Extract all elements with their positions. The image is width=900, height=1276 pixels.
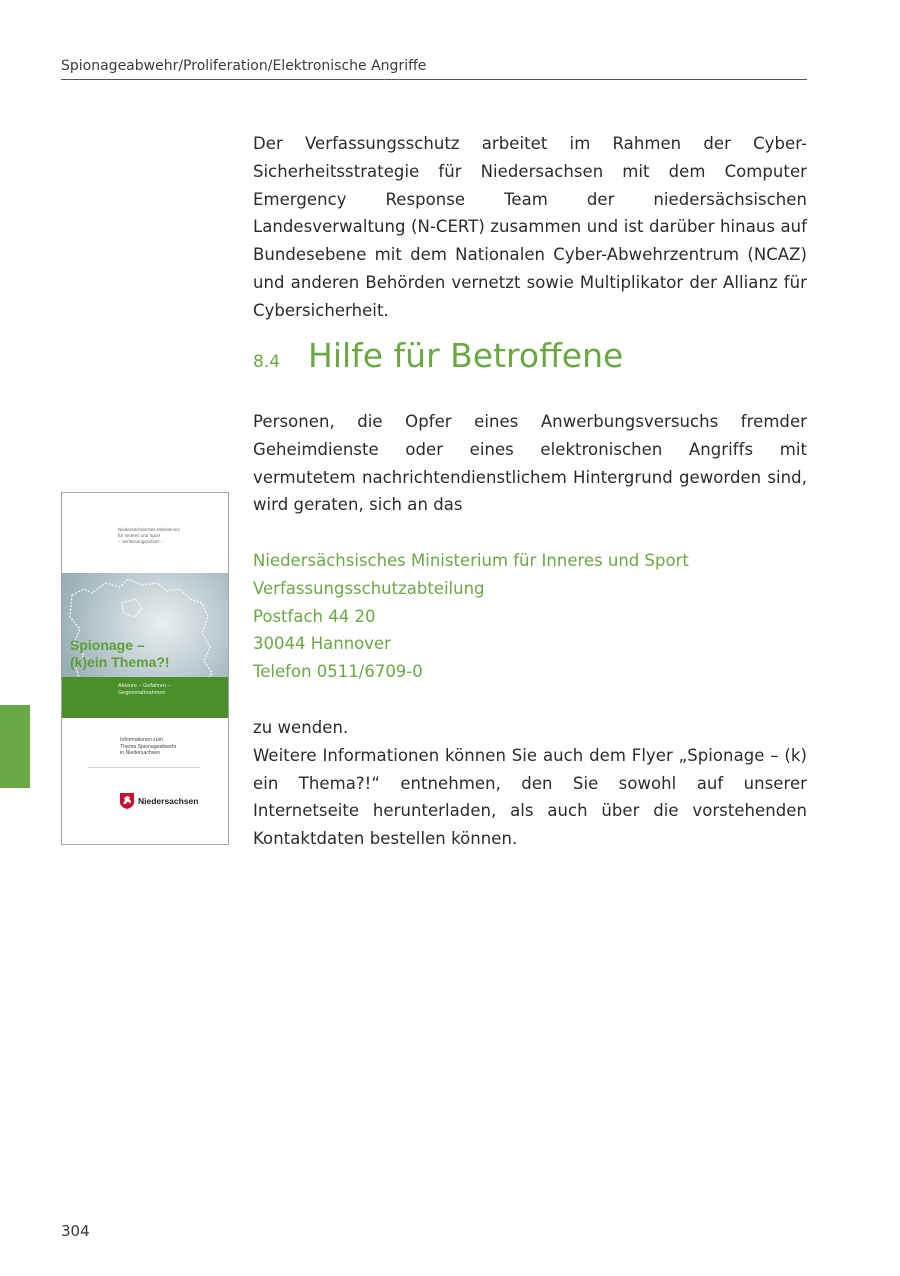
flyer-title — [70, 637, 170, 671]
flyer-logo — [120, 793, 198, 809]
flyer-subtitle-line: Akteure – Gefahren – — [118, 683, 171, 689]
address-line: Niedersächsisches Ministerium für Inneres und Sport — [253, 551, 689, 570]
section-heading — [253, 336, 807, 375]
closing-paragraph: Weitere Informationen können Sie auch dem Flyer „Spionage – (k) ein Thema?!“ entnehmen, den Sie sowohl auf unserer Internetseite herunterladen, als auch über die vorstehenden Kontaktdaten bestellen können. — [253, 745, 807, 849]
page-number: 304 — [61, 1222, 90, 1240]
closing-line: zu wenden. — [253, 718, 349, 737]
flyer-title-line: (k)ein Thema?! — [70, 654, 170, 670]
closing-block — [253, 714, 807, 853]
flyer-ministry-line: Niedersächsisches Ministerium — [118, 527, 181, 532]
flyer-brand: Niedersachsen — [138, 796, 199, 806]
section-number: 8.4 — [253, 352, 281, 372]
victims-paragraph: Personen, die Opfer eines Anwerbungsversuchs fremder Geheimdienste oder eines elektronischen Angriffs mit vermutetem nachrichtendienstlichem Hintergrund geworden sind, wird geraten, sich an das — [253, 412, 807, 515]
flyer-info — [120, 737, 177, 757]
horse-crest-icon — [120, 793, 134, 809]
flyer-title-line: Spionage – — [70, 637, 145, 653]
chapter-side-tab — [0, 705, 30, 788]
flyer-info-line: Thema Spionageabwehr — [120, 743, 177, 750]
section-title: Hilfe für Betroffene — [308, 336, 624, 375]
address-line: 30044 Hannover — [253, 634, 391, 654]
address-line: Verfassungsschutzabteilung — [253, 578, 485, 598]
flyer-subtitle-line: Gegenmaßnahmen — [118, 690, 166, 696]
intro-paragraph: Der Verfassungsschutz arbeitet im Rahmen der Cyber-Sicherheitsstrategie für Niedersachsen mit dem Computer Emergency Response Team der niedersächsischen Landesverwaltung (N-CERT) zusammen und ist darüber hinaus auf Bundesebene mit dem Nationalen Cyber-Abwehrzentrum (NCAZ) und anderen Behörden vernetzt sowie Multiplikator der Allianz für Cybersicherheit. — [253, 134, 807, 320]
running-head: Spionageabwehr/Proliferation/Elektronische Angriffe — [61, 58, 807, 80]
flyer-info-line: in Niedersachsen — [120, 750, 161, 756]
flyer-info-line: Informationen zum — [120, 737, 163, 743]
contact-address — [253, 547, 807, 686]
flyer-ministry-line: für Inneres und Sport — [118, 533, 161, 538]
flyer-map-band — [62, 573, 228, 718]
flyer-green-strip — [62, 677, 228, 718]
flyer-subtitle — [118, 683, 171, 697]
flyer-divider — [88, 767, 200, 768]
flyer-ministry — [118, 527, 180, 545]
address-phone: Telefon 0511/6709-0 — [253, 662, 423, 682]
flyer-cover-image — [61, 492, 229, 845]
address-line: Postfach 44 20 — [253, 606, 376, 626]
flyer-ministry-line: – Verfassungsschutz – — [118, 539, 164, 544]
